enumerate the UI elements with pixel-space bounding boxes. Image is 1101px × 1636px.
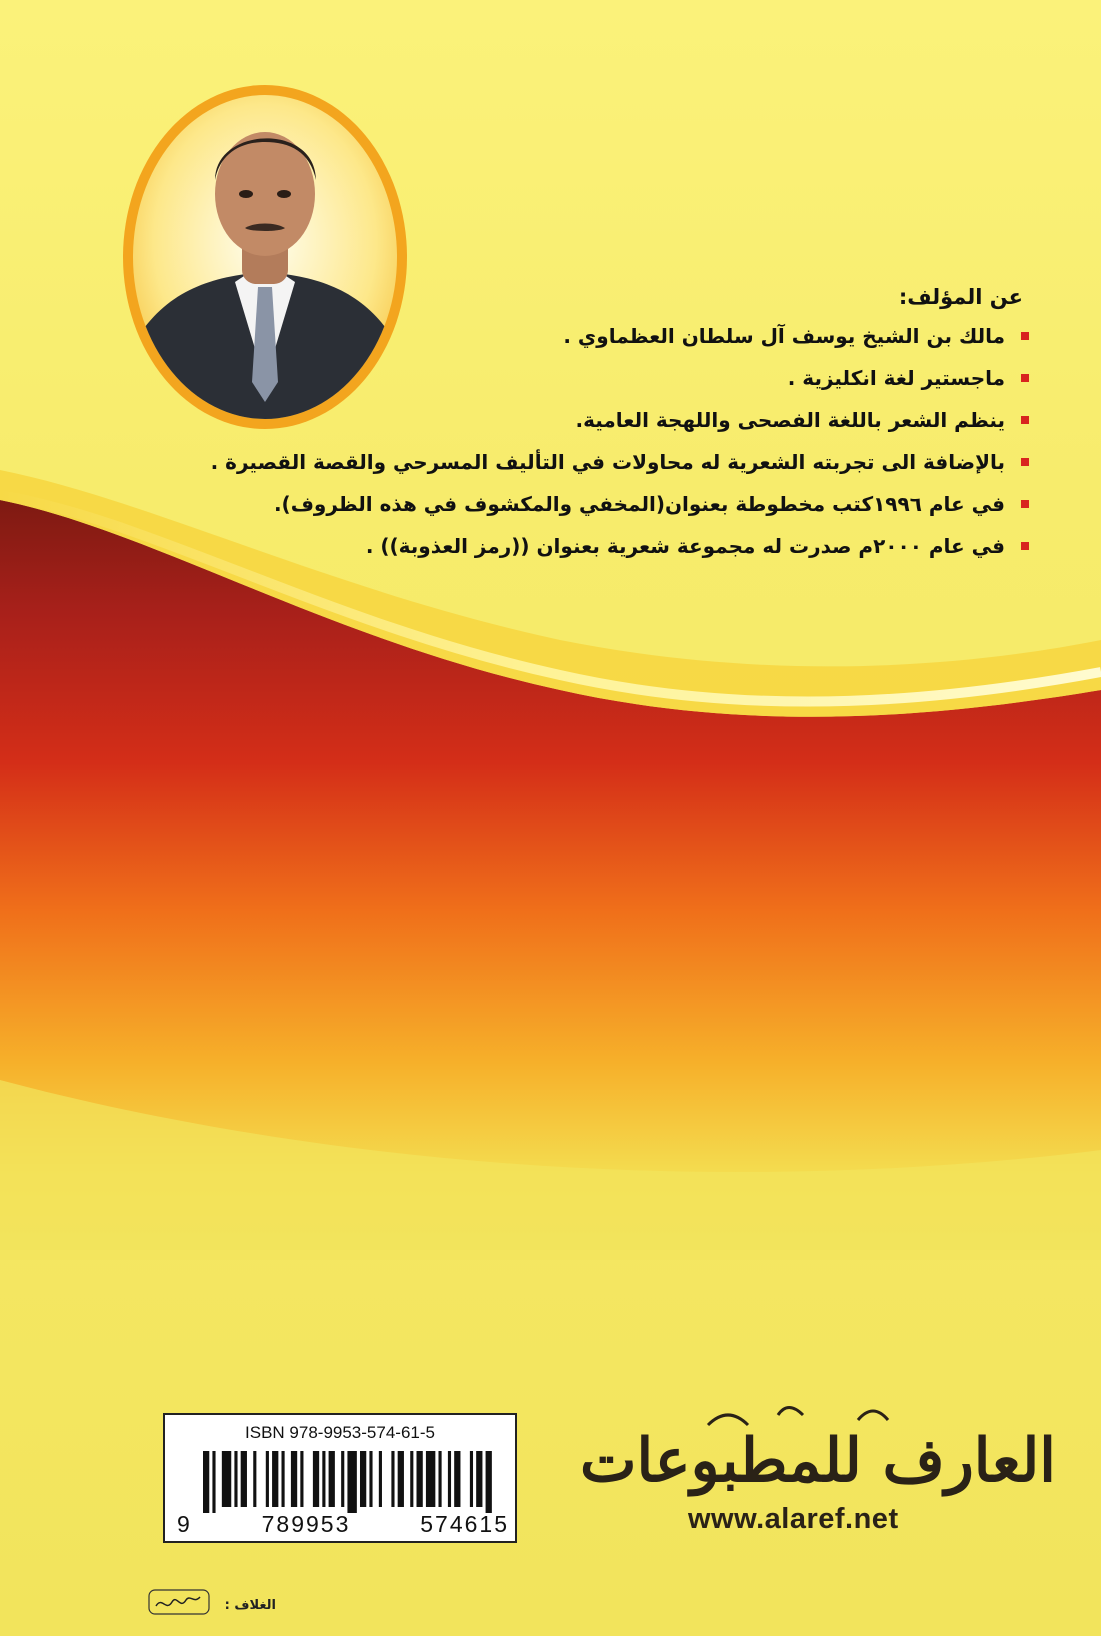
barcode-digit-group: 9 — [177, 1511, 192, 1537]
publisher-logo-text: العارف للمطبوعات — [580, 1426, 1056, 1496]
barcode-bar — [322, 1451, 325, 1507]
publisher-logo — [580, 1395, 1056, 1510]
barcode-bar — [347, 1451, 356, 1513]
barcode-digit-group: 789953 — [261, 1511, 351, 1537]
barcode-bar — [281, 1451, 284, 1507]
bio-item — [131, 323, 1031, 349]
barcode-bar — [272, 1451, 278, 1507]
bio-item — [131, 491, 1031, 517]
bullet-icon — [1021, 374, 1029, 382]
bio-item — [131, 449, 1031, 475]
bio-item-text: ينظم الشعر باللغة الفصحى واللهجة العامية. — [575, 408, 1005, 432]
bullet-icon — [1021, 458, 1029, 466]
barcode-bar — [234, 1451, 237, 1507]
barcode-bar — [369, 1451, 372, 1507]
bio-item-text: ماجستير لغة انكليزية . — [787, 366, 1005, 390]
bullet-icon — [1021, 416, 1029, 424]
barcode-bar — [341, 1451, 344, 1507]
designer-signature — [148, 1589, 210, 1615]
barcode-icon — [203, 1451, 495, 1513]
barcode-bar — [300, 1451, 303, 1507]
barcode-bar — [486, 1451, 492, 1513]
barcode-bar — [212, 1451, 215, 1513]
barcode-bar — [398, 1451, 404, 1507]
bio-item — [131, 365, 1031, 391]
barcode-digits — [177, 1511, 509, 1538]
about-author-section — [131, 285, 1031, 575]
barcode-bar — [438, 1451, 441, 1507]
barcode-bar — [360, 1451, 366, 1507]
barcode-bar — [410, 1451, 413, 1507]
bullet-icon — [1021, 332, 1029, 340]
barcode-bar — [426, 1451, 435, 1507]
bio-list — [131, 323, 1031, 559]
isbn-label: ISBN 978-9953-574-61-5 — [245, 1423, 435, 1442]
bullet-icon — [1021, 500, 1029, 508]
barcode-bar — [313, 1451, 319, 1507]
cover-credit-label: الغلاف : — [224, 1598, 276, 1613]
barcode-bar — [329, 1451, 335, 1507]
bio-item-text: في عام ١٩٩٦كتب مخطوطة بعنوان(المخفي والمكشوف في هذه الظروف). — [273, 492, 1005, 516]
bio-item-text: مالك بن الشيخ يوسف آل سلطان العظماوي . — [563, 324, 1005, 348]
barcode-bar — [241, 1451, 247, 1507]
barcode-digit-group: 574615 — [420, 1511, 509, 1537]
barcode-bar — [203, 1451, 209, 1513]
bio-item — [131, 407, 1031, 433]
barcode-bar — [379, 1451, 382, 1507]
bullet-icon — [1021, 542, 1029, 550]
barcode-bar — [454, 1451, 460, 1507]
barcode-bar — [470, 1451, 473, 1507]
barcode-bar — [417, 1451, 423, 1507]
bio-item-text: في عام ٢٠٠٠م صدرت له مجموعة شعرية بعنوان ((رمز العذوبة)) . — [365, 534, 1005, 558]
isbn-barcode-box — [163, 1413, 517, 1543]
barcode-bar — [391, 1451, 394, 1507]
barcode-bar — [253, 1451, 256, 1507]
barcode-bar — [222, 1451, 231, 1507]
barcode-bar — [291, 1451, 297, 1507]
barcode-bar — [476, 1451, 482, 1507]
publisher-website: www.alaref.net — [688, 1503, 899, 1535]
barcode-bar — [266, 1451, 269, 1507]
about-author-heading: عن المؤلف: — [898, 285, 1023, 309]
bio-item — [131, 533, 1031, 559]
barcode-bar — [448, 1451, 451, 1507]
bio-item-text: بالإضافة الى تجربته الشعرية له محاولات في التأليف المسرحي والقصة القصيرة . — [210, 450, 1005, 474]
